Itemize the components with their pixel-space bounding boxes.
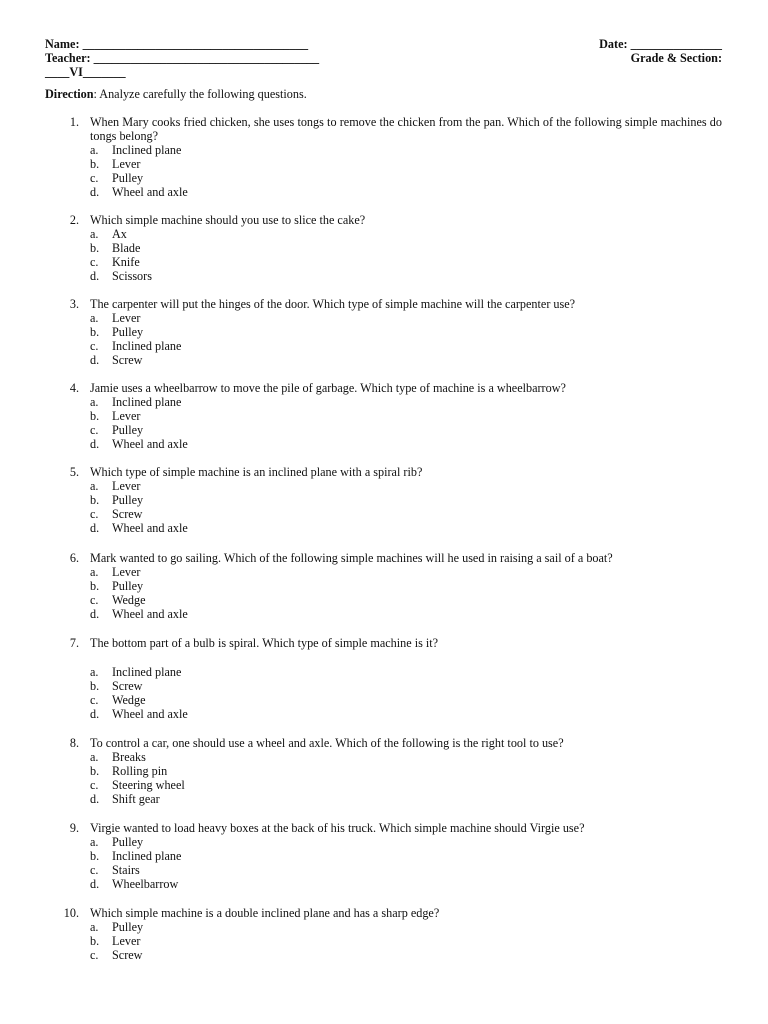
option-letter: b.: [90, 764, 100, 778]
question-text: Mark wanted to go sailing. Which of the following simple machines will he used in raising a sail of a boat?: [90, 551, 613, 565]
option-letter: c.: [90, 255, 99, 269]
option-text: Inclined plane: [112, 849, 182, 863]
question-number: 9.: [69, 821, 79, 835]
answer-option: [90, 849, 722, 863]
answer-option: [90, 339, 722, 353]
option-letter: c.: [90, 423, 99, 437]
teacher-field: [45, 51, 319, 65]
answer-option: [90, 948, 722, 962]
option-letter: c.: [90, 693, 99, 707]
option-list: [90, 395, 722, 451]
answer-option: [90, 579, 722, 593]
question-text: Virgie wanted to load heavy boxes at the back of his truck. Which simple machine should Virgie use?: [90, 821, 585, 835]
answer-option: [90, 255, 722, 269]
option-list: [90, 479, 722, 535]
answer-option: [90, 143, 722, 157]
answer-option: [90, 607, 722, 621]
teacher-label: Teacher:: [45, 51, 91, 65]
option-letter: c.: [90, 948, 99, 962]
direction: [45, 87, 307, 101]
option-text: Pulley: [112, 920, 144, 934]
question-item: [45, 551, 722, 621]
option-letter: a.: [90, 143, 99, 157]
question-number: 1.: [69, 115, 79, 129]
answer-option: [90, 493, 722, 507]
answer-option: [90, 877, 722, 891]
option-text: Pulley: [112, 493, 144, 507]
option-text: Screw: [112, 679, 143, 693]
option-letter: c.: [90, 507, 99, 521]
answer-option: [90, 778, 722, 792]
grade-section-value: ____VI_______: [45, 65, 126, 79]
option-letter: b.: [90, 493, 100, 507]
question-number: 10.: [63, 906, 79, 920]
option-text: Wheel and axle: [112, 437, 188, 451]
option-list: [90, 311, 722, 367]
option-list: [90, 920, 722, 962]
option-text: Lever: [112, 157, 141, 171]
option-letter: d.: [90, 877, 100, 891]
option-text: Wheel and axle: [112, 185, 188, 199]
name-field: [45, 37, 308, 51]
answer-option: [90, 764, 722, 778]
answer-option: [90, 479, 722, 493]
option-letter: a.: [90, 227, 99, 241]
question-number: 8.: [69, 736, 79, 750]
option-text: Scissors: [112, 269, 152, 283]
option-text: Wheel and axle: [112, 521, 188, 535]
direction-label: Direction: [45, 87, 94, 101]
header-row-teacher: [45, 51, 722, 65]
option-letter: b.: [90, 157, 100, 171]
option-letter: a.: [90, 750, 99, 764]
option-text: Screw: [112, 507, 143, 521]
option-letter: b.: [90, 579, 100, 593]
option-letter: d.: [90, 437, 100, 451]
question-text: Which type of simple machine is an inclined plane with a spiral rib?: [90, 465, 423, 479]
answer-option: [90, 792, 722, 806]
option-list: [90, 143, 722, 199]
answer-option: [90, 395, 722, 409]
answer-option: [90, 863, 722, 877]
option-letter: c.: [90, 593, 99, 607]
question-item: [45, 381, 722, 451]
answer-option: [90, 835, 722, 849]
option-text: Lever: [112, 565, 141, 579]
option-text: Lever: [112, 311, 141, 325]
option-list: [90, 665, 722, 721]
option-text: Wheel and axle: [112, 607, 188, 621]
question-number: 2.: [69, 213, 79, 227]
option-text: Ax: [112, 227, 127, 241]
option-letter: a.: [90, 479, 99, 493]
answer-option: [90, 227, 722, 241]
option-letter: a.: [90, 835, 99, 849]
date-field: [599, 37, 722, 51]
option-text: Lever: [112, 934, 141, 948]
option-letter: a.: [90, 665, 99, 679]
direction-text: : Analyze carefully the following questions.: [93, 87, 307, 101]
question-item: [45, 213, 722, 283]
answer-option: [90, 507, 722, 521]
option-text: Screw: [112, 353, 143, 367]
option-letter: d.: [90, 607, 100, 621]
option-text: Inclined plane: [112, 143, 182, 157]
option-text: Breaks: [112, 750, 146, 764]
option-text: Rolling pin: [112, 764, 168, 778]
answer-option: [90, 565, 722, 579]
option-letter: b.: [90, 409, 100, 423]
option-letter: c.: [90, 171, 99, 185]
date-line: _______________: [630, 37, 722, 51]
option-text: Wheelbarrow: [112, 877, 179, 891]
option-text: Wedge: [112, 593, 146, 607]
answer-option: [90, 353, 722, 367]
answer-option: [90, 521, 722, 535]
option-letter: d.: [90, 269, 100, 283]
option-text: Wheel and axle: [112, 707, 188, 721]
option-letter: d.: [90, 707, 100, 721]
header-row-grade: [45, 65, 722, 79]
option-letter: b.: [90, 241, 100, 255]
question-text: The bottom part of a bulb is spiral. Which type of simple machine is it?: [90, 636, 439, 650]
answer-option: [90, 185, 722, 199]
option-text: Wedge: [112, 693, 146, 707]
name-line: _____________________________________: [82, 37, 309, 51]
answer-option: [90, 750, 722, 764]
option-text: Pulley: [112, 835, 144, 849]
option-text: Screw: [112, 948, 143, 962]
answer-option: [90, 157, 722, 171]
answer-option: [90, 934, 722, 948]
question-text: The carpenter will put the hinges of the door. Which type of simple machine will the carpenter use?: [90, 297, 576, 311]
option-list: [90, 227, 722, 283]
option-text: Inclined plane: [112, 395, 182, 409]
answer-option: [90, 920, 722, 934]
answer-option: [90, 423, 722, 437]
option-text: Steering wheel: [112, 778, 185, 792]
option-letter: c.: [90, 863, 99, 877]
option-text: Stairs: [112, 863, 140, 877]
option-text: Inclined plane: [112, 339, 182, 353]
option-letter: a.: [90, 395, 99, 409]
question-text: When Mary cooks fried chicken, she uses tongs to remove the chicken from the pan. Which of the following simple machines do tongs belong?: [90, 115, 722, 143]
question-text: Jamie uses a wheelbarrow to move the pile of garbage. Which type of machine is a wheelbarrow?: [90, 381, 566, 395]
option-letter: d.: [90, 353, 100, 367]
option-list: [90, 750, 722, 806]
option-list: [90, 835, 722, 891]
header-row-name: [45, 37, 722, 51]
answer-option: [90, 437, 722, 451]
option-letter: a.: [90, 920, 99, 934]
answer-option: [90, 409, 722, 423]
option-letter: b.: [90, 325, 100, 339]
question-item: [45, 297, 722, 367]
date-label: Date:: [599, 37, 628, 51]
answer-option: [90, 679, 722, 693]
option-text: Pulley: [112, 171, 144, 185]
option-letter: c.: [90, 339, 99, 353]
question-text: To control a car, one should use a wheel and axle. Which of the following is the right tool to use?: [90, 736, 564, 750]
question-number: 4.: [69, 381, 79, 395]
question-list: [45, 101, 722, 962]
option-letter: a.: [90, 565, 99, 579]
answer-option: [90, 311, 722, 325]
option-text: Lever: [112, 409, 141, 423]
option-letter: c.: [90, 778, 99, 792]
option-letter: d.: [90, 792, 100, 806]
option-letter: d.: [90, 185, 100, 199]
teacher-line: _____________________________________: [93, 51, 320, 65]
answer-option: [90, 325, 722, 339]
option-letter: b.: [90, 849, 100, 863]
question-number: 5.: [69, 465, 79, 479]
answer-option: [90, 665, 722, 679]
option-text: Blade: [112, 241, 141, 255]
answer-option: [90, 593, 722, 607]
name-label: Name:: [45, 37, 80, 51]
option-text: Knife: [112, 255, 140, 269]
option-list: [90, 565, 722, 621]
option-text: Pulley: [112, 579, 144, 593]
question-item: [45, 115, 722, 199]
option-letter: d.: [90, 521, 100, 535]
question-number: 7.: [69, 636, 79, 650]
question-number: 3.: [69, 297, 79, 311]
option-text: Lever: [112, 479, 141, 493]
answer-option: [90, 693, 722, 707]
answer-option: [90, 241, 722, 255]
answer-option: [90, 171, 722, 185]
answer-option: [90, 707, 722, 721]
option-text: Pulley: [112, 423, 144, 437]
grade-section-label: Grade & Section:: [630, 51, 722, 65]
question-item: [45, 906, 722, 962]
answer-option: [90, 269, 722, 283]
question-item: [45, 465, 722, 535]
option-text: Shift gear: [112, 792, 160, 806]
option-letter: a.: [90, 311, 99, 325]
option-letter: b.: [90, 679, 100, 693]
question-text: Which simple machine is a double inclined plane and has a sharp edge?: [90, 906, 440, 920]
option-text: Pulley: [112, 325, 144, 339]
option-letter: b.: [90, 934, 100, 948]
question-text: Which simple machine should you use to slice the cake?: [90, 213, 366, 227]
question-item: [45, 636, 722, 721]
option-text: Inclined plane: [112, 665, 182, 679]
question-item: [45, 821, 722, 891]
question-item: [45, 736, 722, 806]
question-number: 6.: [69, 551, 79, 565]
